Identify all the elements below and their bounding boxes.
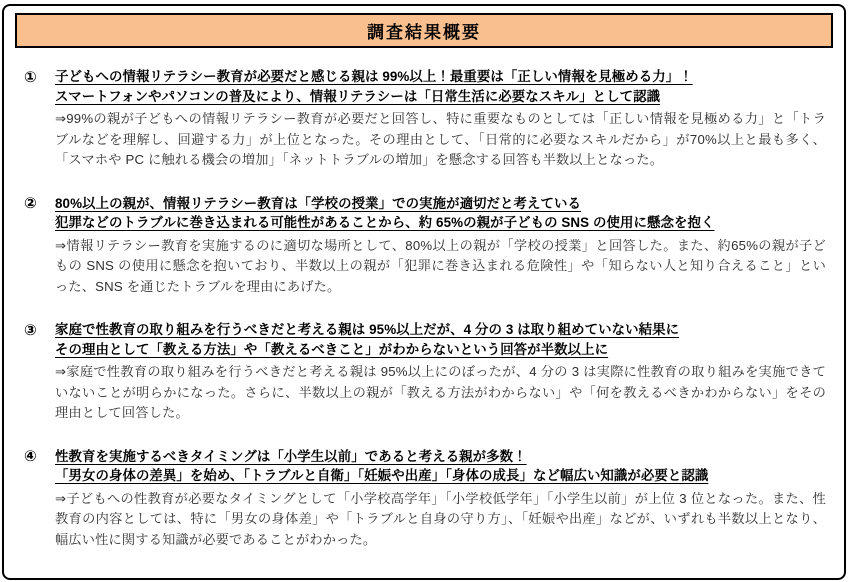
section-headline-line: 性教育を実施するべきタイミングは「小学生以前」であると考える親が多数！ [55,448,527,464]
summary-section-1 [24,67,826,171]
section-body: ⇒情報リテラシー教育を実施するのに適切な場所として、80%以上の親が「学校の授業」と回答した。また、約65%の親が子どもの SNS の使用に懸念を抱いており、半数以上の親が「犯罪に巻き込まれる危険性」や「知らない人と知り合えること」といった、SNS を通じたトラブルを理由にあげた。 [55,237,826,294]
section-number: ④ [24,448,37,465]
section-number: ② [24,195,37,212]
sections-container [4,48,844,550]
section-number: ③ [24,321,37,339]
section-content [55,194,826,298]
section-headline-line: その理由として「教える方法」や「教えるべきこと」がわからないという回答が半数以上に [55,341,609,357]
section-headline-line: 家庭で性教育の取り組みを行うべきだと考える親は 95%以上だが、4 分の 3 は取り組めていない結果に [55,322,680,337]
page-title: 調査結果概要 [367,23,481,42]
section-headline-line: 80%以上の親が、情報リテラシー教育は「学校の授業」での実施が適切だと考えている [55,195,581,211]
section-headline-line: スマートフォンやパソコンの普及により、情報リテラシーは「日常生活に必要なスキル」として認識 [55,88,661,104]
section-content [55,320,826,424]
page-title-bar [15,13,833,48]
survey-summary-page [2,4,846,580]
section-content [55,67,826,171]
summary-section-3 [24,320,826,424]
section-body: ⇒子どもへの性教育が必要なタイミングとして「小学校高学年」「小学校低学年」「小学生以前」が上位 3 位となった。また、性教育の内容としては、特に「男女の身体差」や「トラブルと自身の守り方」、「妊娠や出産」などが、いずれも半数以上となり、幅広い性に関する知識が必要であることがわかった。 [55,490,826,547]
section-body: ⇒99%の親が子どもへの情報リテラシー教育が必要だと回答し、特に重要なものとしては「正しい情報を見極める力」と「トラブルなどを理解し、回避する力」が上位となった。その理由として、「日常的に必要なスキルだから」が70%以上と最も多く、「スマホや PC に触れる機会の増加」「ネットトラブルの増加」を懸念する回答も半数以上となった。 [55,111,826,167]
section-content [55,447,826,551]
section-headline-line: 「男女の身体の差異」を始め、「トラブルと自衛」「妊娠や出産」「身体の成長」など幅広い知識が必要と認識 [55,468,709,483]
summary-section-4 [24,447,826,551]
section-body: ⇒家庭で性教育の取り組みを行うべきだと考える親は 95%以上にのぼったが、4 分の 3 は実際に性教育の取り組みを実施できていないことが明らかになった。さらに、半数以上の親が「教える方法がわからない」や「何を教えるべきかわからない」をその理由として回答した。 [55,364,826,420]
summary-section-2 [24,194,826,298]
section-headline-line: 犯罪などのトラブルに巻き込まれる可能性があることから、約 65%の親が子どもの SNS の使用に懸念を抱く [55,215,715,230]
section-number: ① [24,68,37,86]
section-headline-line: 子どもへの情報リテラシー教育が必要だと感じる親は 99%以上！最重要は「正しい情報を見極める力」！ [55,69,693,84]
